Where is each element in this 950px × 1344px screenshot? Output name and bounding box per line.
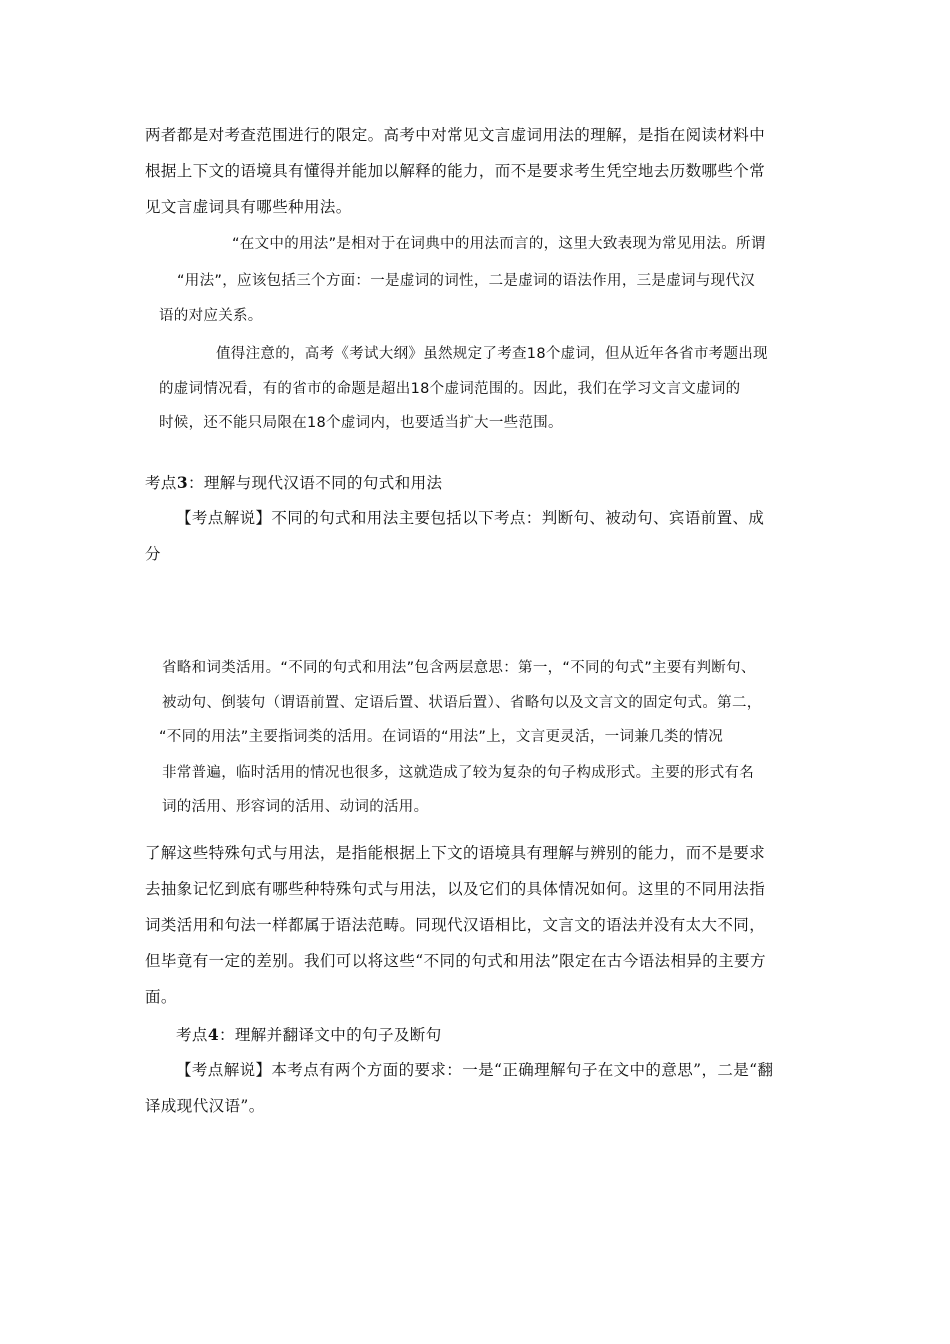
heading-title: 理解与现代汉语不同的句式和用法 [203,474,443,492]
text-line: 根据上下文的语境具有懂得并能加以解释的能力，而不是要求考生凭空地去历数哪些个常 [145,162,766,180]
explanation-label: 【考点解说】 [176,1061,272,1079]
text-line: 词类活用和句法一样都属于语法范畴。同现代汉语相比，文言文的语法并没有太大不同， [145,916,766,934]
text-line: 非常普遍，临时活用的情况也很多，这就造成了较为复杂的句子构成形式。主要的形式有名 [162,765,754,781]
explanation-text: 不同的句式和用法主要包括以下考点：判断句、被动句、宾语前置、成 [271,509,765,527]
heading-colon: ： [188,474,204,492]
text-line: 去抽象记忆到底有哪些种特殊句式与用法，以及它们的具体情况如何。这里的不同用法指 [145,880,766,898]
heading-prefix: 考点 [145,474,177,492]
heading-colon: ： [219,1026,235,1044]
text-line: “不同的用法”主要指词类的活用。在词语的“用法”上，文言更灵活，一词兼几类的情况 [159,729,724,745]
text-line: 了解这些特殊句式与用法，是指能根据上下文的语境具有理解与辨别的能力，而不是要求 [145,844,766,862]
section-heading-kaodian-3 [145,465,442,501]
text-line: 时候，还不能只局限在18个虚词内，也要适当扩大一些范围。 [159,415,563,431]
heading-number: 4 [207,1025,219,1044]
text-line: “在文中的用法”是相对于在词典中的用法而言的，这里大致表现为常见用法。所谓 [232,236,766,252]
text-line: 译成现代汉语”。 [145,1097,265,1115]
heading-title: 理解并翻译文中的句子及断句 [234,1026,442,1044]
text-line: 见文言虚词具有哪些种用法。 [145,198,352,216]
text-line: 的虚词情况看，有的省市的命题是超出18个虚词范围的。因此，我们在学习文言文虚词的 [159,381,741,397]
text-line: 值得注意的，高考《考试大纲》虽然规定了考查18个虚词，但从近年各省市考题出现 [216,346,768,362]
section-heading-kaodian-4 [176,1017,442,1053]
heading-prefix: 考点 [176,1026,208,1044]
text-line: 省略和词类活用。“不同的句式和用法”包含两层意思：第一，“不同的句式”主要有判断句、 [162,660,756,676]
explanation-label: 【考点解说】 [176,509,272,527]
explanation-text: 本考点有两个方面的要求：一是“正确理解句子在文中的意思”，二是“翻 [271,1061,774,1079]
text-line: 两者都是对考查范围进行的限定。高考中对常见文言虚词用法的理解，是指在阅读材料中 [145,126,766,144]
text-line: 词的活用、形容词的活用、动词的活用。 [162,799,429,815]
text-line [176,1053,773,1088]
text-line: 被动句、倒装句（谓语前置、定语后置、状语后置）、省略句以及文言文的固定句式。第二， [162,695,762,711]
text-line: 分 [145,545,161,563]
text-line: “用法”，应该包括三个方面：一是虚词的词性，二是虚词的语法作用，三是虚词与现代汉 [177,273,756,289]
text-line: 语的对应关系。 [159,308,263,324]
heading-number: 3 [176,473,188,492]
text-line [176,501,764,536]
text-line: 面。 [145,988,177,1006]
text-line: 但毕竟有一定的差别。我们可以将这些“不同的句式和用法”限定在古今语法相异的主要方 [145,952,766,970]
